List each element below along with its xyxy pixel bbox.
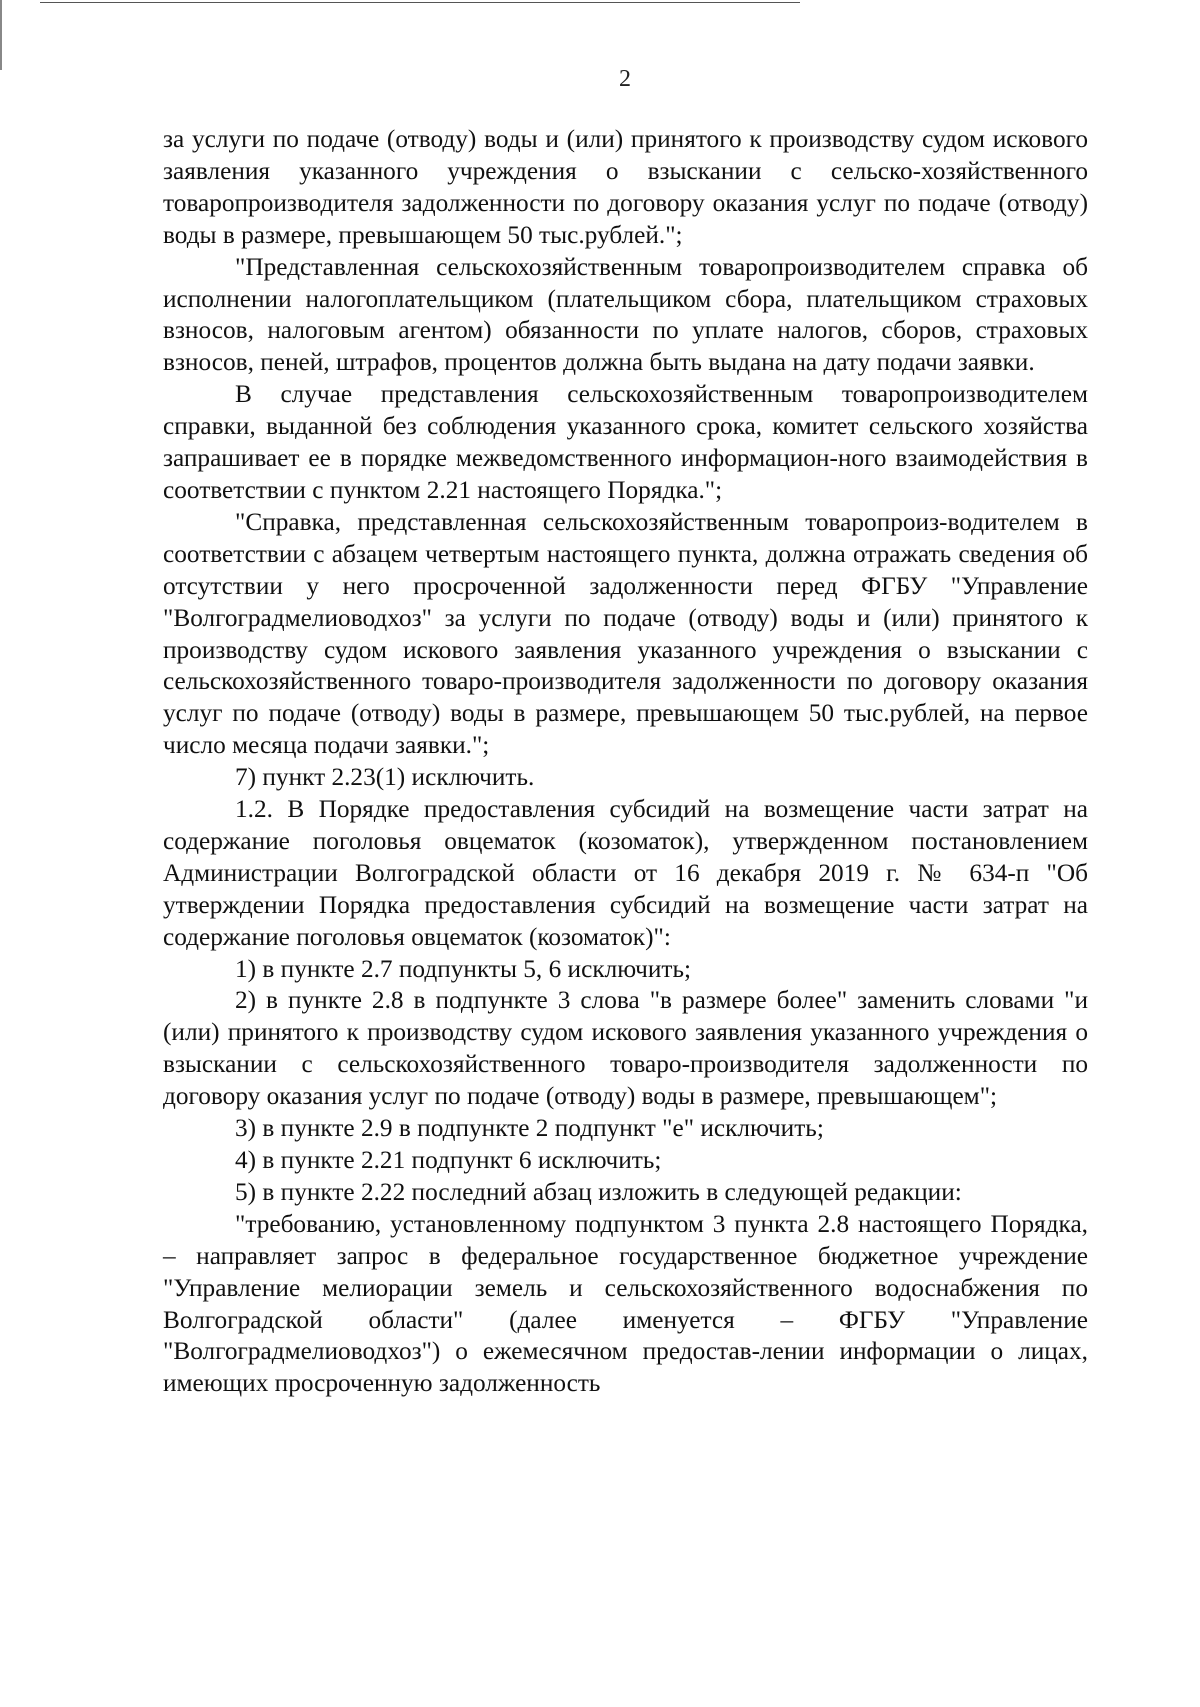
paragraph-certificate-requirement: "Представленная сельскохозяйственным товаропроизводителем справка об исполнении налогоплательщиком (плательщиком сбора, плательщиком страховых взносов, налоговым агентом) обязанности по уплате налогов, сборов, страховых взносов, пеней, штрафов, процентов должна быть выдана на дату подачи заявки.: [163, 252, 1088, 377]
paragraph-amendment-2: 2) в пункте 2.8 в подпункте 3 слова "в размере более" заменить словами "и (или) принятого к производству судом искового заявления указанного учреждения о взыскании с сельскохозяйственного товаро-производителя задолженности по договору оказания услуг по подаче (отводу) воды в размере, превышающем";: [163, 986, 1088, 1111]
paragraph-amendment-1: 1) в пункте 2.7 подпункты 5, 6 исключить;: [235, 954, 692, 983]
paragraph-item-7: 7) пункт 2.23(1) исключить.: [235, 763, 535, 792]
paragraph-new-wording: "требованию, установленному подпунктом 3 пункта 2.8 настоящего Порядка, – направляет запрос в федеральное государственное бюджетное учреждение "Управление мелиорации земель и сельскохозяйственного водоснабжения по Волгоградской области" (далее именуется – ФГБУ "Управление "Волгоградмелиоводхоз") о ежемесячном предостав-лении информации о лицах, имеющих просроченную задолженность: [163, 1209, 1088, 1398]
paragraph-amendment-5: 5) в пункте 2.22 последний абзац изложить в следующей редакции:: [235, 1177, 962, 1206]
document-body: [163, 124, 1088, 1400]
scan-border-line: [40, 2, 800, 3]
paragraph-amendment-3: 3) в пункте 2.9 в подпункте 2 подпункт "е" исключить;: [235, 1114, 824, 1143]
page-number: 2: [619, 66, 631, 92]
paragraph-certificate-deadline: В случае представления сельскохозяйственным товаропроизводителем справки, выданной без соблюдения указанного срока, комитет сельского хозяйства запрашивает ее в порядке межведомственного информацион-ного взаимодействия в соответствии с пунктом 2.21 настоящего Порядка.";: [163, 380, 1088, 504]
paragraph-certificate-content: "Справка, представленная сельскохозяйственным товаропроиз-водителем в соответствии с абзацем четвертым настоящего пункта, должна отражать сведения об отсутствии у него просроченной задолженности перед ФГБУ "Управление "Волгоградмелиоводхоз" за услуги по подаче (отводу) воды и (или) принятого к производству судом искового заявления указанного учреждения о взыскании с сельскохозяйственного товаро-производителя задолженности по договору оказания услуг по подаче (отводу) воды в размере, превышающем 50 тыс.рублей, на первое число месяца подачи заявки.";: [163, 507, 1088, 760]
paragraph-section-1-2: 1.2. В Порядке предоставления субсидий на возмещение части затрат на содержание поголовья овцематок (козоматок), утвержденном постановлением Администрации Волгоградской области от 16 декабря 2019 г. № 634-п "Об утверждении Порядка предоставления субсидий на возмещение части затрат на содержание поголовья овцематок (козоматок)":: [163, 795, 1088, 951]
paragraph-continuation: за услуги по подаче (отводу) воды и (или) принятого к производству судом искового заявления указанного учреждения о взыскании с сельско-хозяйственного товаропроизводителя задолженности по договору оказания услуг по подаче (отводу) воды в размере, превышающем 50 тыс.рублей.";: [163, 125, 1088, 249]
paragraph-amendment-4: 4) в пункте 2.21 подпункт 6 исключить;: [235, 1146, 662, 1174]
scan-edge-mark: [0, 0, 2, 70]
